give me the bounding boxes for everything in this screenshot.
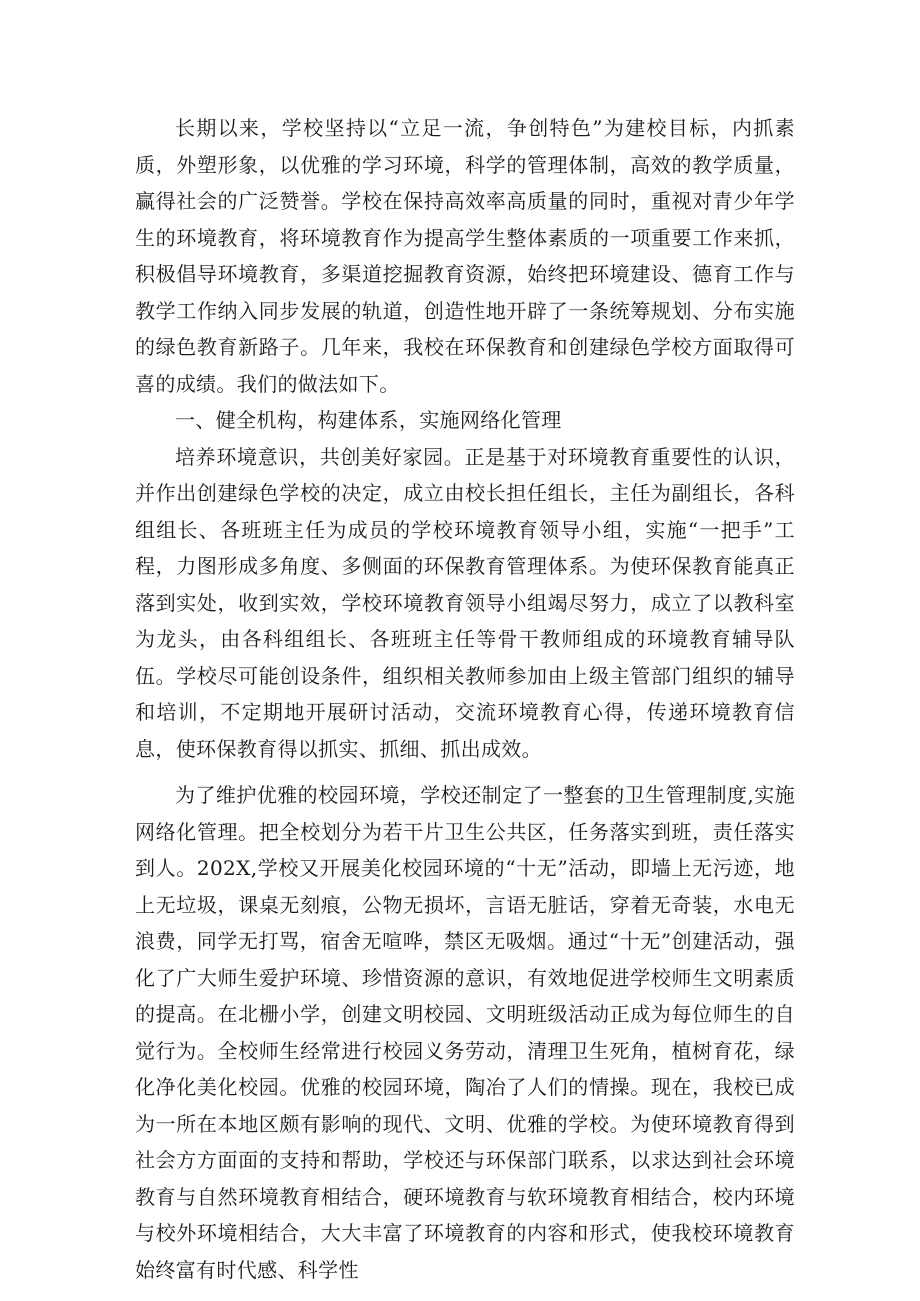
body-paragraph-campus-environment: 为了维护优雅的校园环境，学校还制定了一整套的卫生管理制度,实施网络化管理。把全校划分为若干片卫生公共区，任务落实到班，责任落实到人。202X,学校又开展美化校园环境的“十无”活动，即墙上无污迹，地上无垃圾，课桌无刻痕，公物无损坏，言语无脏话，穿着无奇装，水电无浪费，同学无打骂，宿舍无喧哗，禁区无吸烟。通过“十无”创建活动，强化了广大师生爱护环境、珍惜资源的意识，有效地促进学校师生文明素质的提高。在北栅小学，创建文明校园、文明班级活动正成为每位师生的自觉行为。全校师生经常进行校园义务劳动，清理卫生死角，植树育花，绿化净化美化校园。优雅的校园环境，陶冶了人们的情操。现在，我校已成为一所在本地区颇有影响的现代、文明、优雅的学校。为使环境教育得到社会方方面面的支持和帮助，学校还与环保部门联系，以求达到社会环境教育与自然环境教育相结合，硬环境教育与软环境教育相结合，校内环境与校外环境相结合，大大丰富了环境教育的内容和形式，使我校环境教育始终富有时代感、科学性 [135, 783, 795, 1282]
intro-paragraph: 长期以来，学校坚持以“立足一流，争创特色”为建校目标，内抓素质，外塑形象，以优雅的学习环境，科学的管理体制，高效的教学质量，赢得社会的广泛赞誉。学校在保持高效率高质量的同时，重视对青少年学生的环境教育，将环境教育作为提高学生整体素质的一项重要工作来抓，积极倡导环境教育，多渠道挖掘教育资源，始终把环境建设、德育工作与教学工作纳入同步发展的轨道，创造性地开辟了一条统筹规划、分布实施的绿色教育新路子。几年来，我校在环保教育和创建绿色学校方面取得可喜的成绩。我们的做法如下。 [135, 116, 795, 396]
body-paragraph-organization: 培养环境意识，共创美好家园。正是基于对环境教育重要性的认识，并作出创建绿色学校的决定，成立由校长担任组长，主任为副组长，各科组组长、各班班主任为成员的学校环境教育领导小组，实施“一把手”工程，力图形成多角度、多侧面的环保教育管理体系。为使环保教育能真正落到实处，收到实效，学校环境教育领导小组竭尽努力，成立了以教科室为龙头，由各科组组长、各班班主任等骨干教师组成的环境教育辅导队伍。学校尽可能创设条件，组织相关教师参加由上级主管部门组织的辅导和培训，不定期地开展研讨活动，交流环境教育心得，传递环境教育信息，使环保教育得以抓实、抓细、抓出成效。 [135, 444, 795, 761]
section-heading: 一、健全机构，构建体系，实施网络化管理 [175, 408, 562, 432]
document-body [135, 110, 795, 1288]
